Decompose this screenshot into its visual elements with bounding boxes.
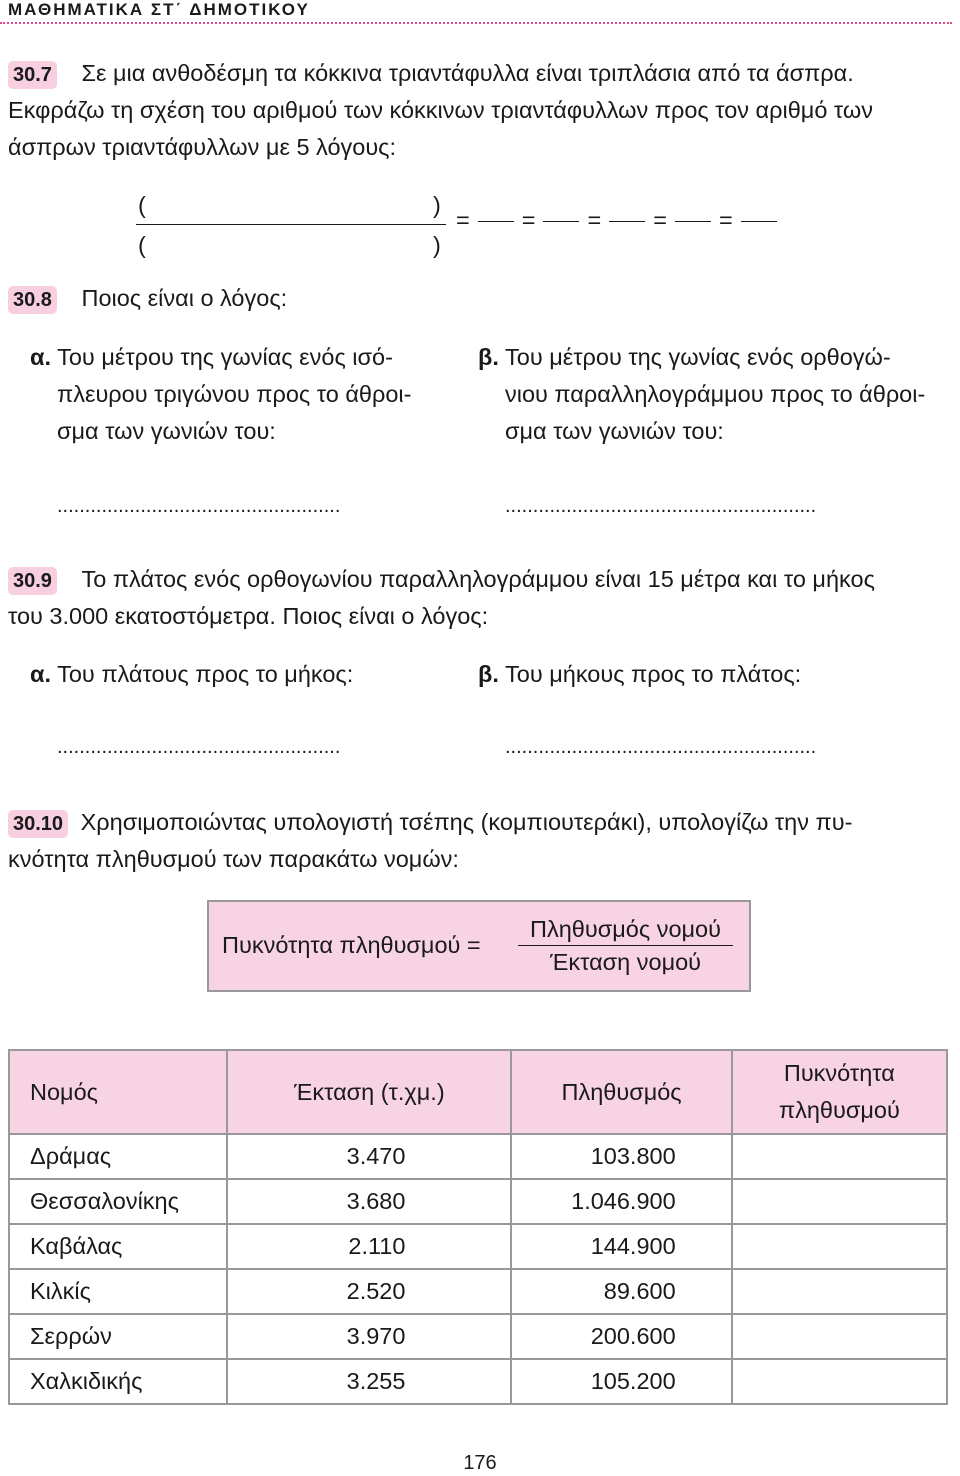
density-input-cell[interactable] [732,1359,947,1404]
question-a: α. Του πλάτους προς το μήκος: [30,661,354,687]
table-header-row [9,1050,947,1134]
question-b: β. Του μέτρου της γωνίας ενός ορθογώ- [478,344,891,370]
exercise-number: 30.8 [8,286,57,314]
question-b: β. Του μήκους προς το πλάτος: [478,661,802,687]
exercise-30-10-line2: κνότητα πληθυσμού των παρακάτω νομών: [8,846,459,872]
question-a: α. Του μέτρου της γωνίας ενός ισό- [30,344,393,370]
table-row: Καβάλας 2.110 144.900 [9,1224,947,1269]
exercise-30-9-line1: 30.9 Το πλάτος ενός ορθογωνίου παραλληλογράμμου είναι 15 μέτρα και το μήκος [8,561,875,598]
exercise-30-7-line2: Εκφράζω τη σχέση του αριθμού των κόκκινων τριαντάφυλλων προς τον αριθμό των [8,97,873,123]
ratio-blank[interactable] [543,221,579,222]
formula-numerator: Πληθυσμός νομού [530,916,721,942]
density-input-cell[interactable] [732,1224,947,1269]
header-density: Πυκνότητα πληθυσμού [732,1050,947,1134]
header-area: Έκταση (τ.χμ.) [227,1050,511,1134]
exercise-number: 30.7 [8,61,57,89]
header-divider [0,22,952,24]
ratio-denominator-close-paren: ) [433,232,441,258]
density-input-cell[interactable] [732,1269,947,1314]
ratio-numerator-close-paren: ) [433,192,441,218]
exercise-30-7-line3: άσπρων τριαντάφυλλων με 5 λόγους: [8,134,397,160]
exercise-30-8-title: 30.8 Ποιος είναι ο λόγος: [8,280,287,317]
density-input-cell[interactable] [732,1314,947,1359]
exercise-30-9-line2: του 3.000 εκατοστόμετρα. Ποιος είναι ο λόγος: [8,603,489,629]
running-header: ΜΑΘΗΜΑΤΙΚΑ ΣΤ΄ ΔΗΜΟΤΙΚΟΥ [8,0,310,19]
exercise-number: 30.10 [8,810,68,838]
answer-blank-a[interactable]: ................................................... [57,495,341,517]
formula-left: Πυκνότητα πληθυσμού = [222,932,481,958]
table-row: Σερρών 3.970 200.600 [9,1314,947,1359]
question-a-line2: πλευρου τριγώνου προς το άθροι- [57,381,412,407]
ratio-blank[interactable] [741,221,777,222]
table-row: Θεσσαλονίκης 3.680 1.046.900 [9,1179,947,1224]
header-population: Πληθυσμός [511,1050,731,1134]
ratio-blank[interactable] [609,221,645,222]
table-row: Χαλκιδικής 3.255 105.200 [9,1359,947,1404]
question-b-line3: σμα των γωνιών του: [505,418,724,444]
exercise-30-7-line1: 30.7 Σε μια ανθοδέσμη τα κόκκινα τριαντάφυλλα είναι τριπλάσια από τα άσπρα. [8,55,854,92]
ratio-blank[interactable] [675,221,711,222]
ratio-equalities: = = = = = [456,202,785,239]
exercise-number: 30.9 [8,567,57,595]
table-row: Δράμας 3.470 103.800 [9,1134,947,1179]
page-number: 176 [463,1452,497,1474]
header-prefecture: Νομός [9,1050,227,1134]
density-input-cell[interactable] [732,1134,947,1179]
formula-denominator: Έκταση νομού [549,949,702,975]
question-a-line3: σμα των γωνιών του: [57,418,276,444]
density-input-cell[interactable] [732,1179,947,1224]
ratio-denominator-open-paren: ( [138,232,146,258]
ratio-blank[interactable] [478,221,514,222]
table-row: Κιλκίς 2.520 89.600 [9,1269,947,1314]
ratio-numerator-open-paren: ( [138,192,146,218]
answer-blank-b[interactable]: ........................................................ [505,495,817,517]
answer-blank-b[interactable]: ........................................................ [505,736,817,758]
answer-blank-a[interactable]: ................................................... [57,736,341,758]
ratio-fraction-line [136,224,446,225]
question-b-line2: νιου παραλληλογράμμου προς το άθροι- [505,381,926,407]
prefecture-table [8,1049,948,1405]
exercise-30-10-line1: 30.10 Χρησιμοποιώντας υπολογιστή τσέπης (κομπιουτεράκι), υπολογίζω την πυ- [8,804,953,841]
